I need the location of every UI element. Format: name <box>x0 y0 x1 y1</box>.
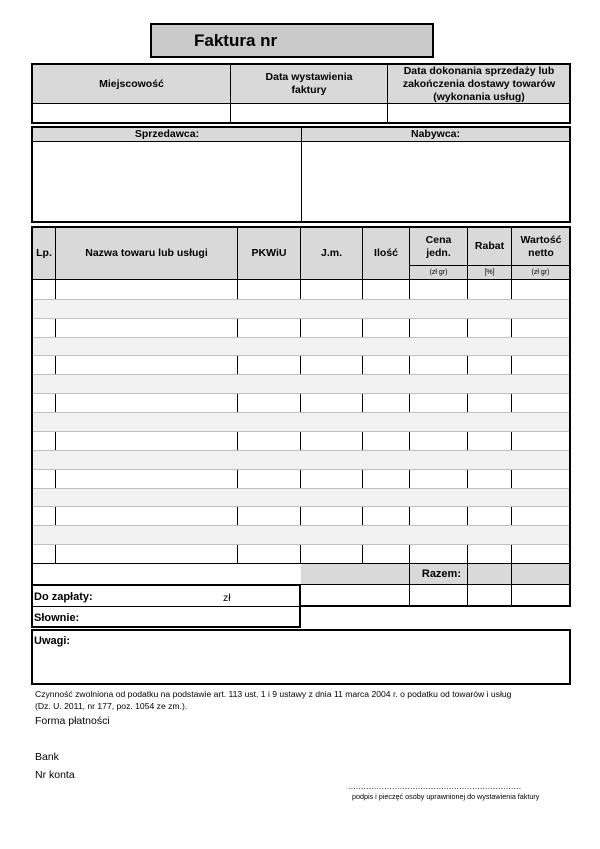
table-row[interactable] <box>33 318 569 337</box>
col-lp: Lp. <box>36 247 52 259</box>
signature-line[interactable]: ................................................................... <box>348 781 522 791</box>
in-words-label: Słownie: <box>34 612 80 624</box>
seller-field[interactable] <box>33 142 301 221</box>
table-row[interactable] <box>33 506 569 525</box>
sale-date-field[interactable] <box>388 104 569 122</box>
buyer-field[interactable] <box>302 142 569 221</box>
col-discount: Rabat <box>474 240 505 252</box>
table-row[interactable] <box>33 469 569 488</box>
parties-table <box>31 126 571 223</box>
table-row[interactable] <box>33 299 569 318</box>
remarks-label: Uwagi: <box>34 635 71 647</box>
sale-date-header: Data dokonania sprzedaży lub zakończenia dostawy towarów (wykonania usług) <box>402 64 556 103</box>
account-label: Nr konta <box>35 769 75 781</box>
signature-caption: podpis i pieczęć osoby uprawnionej do wystawienia faktury <box>352 792 540 801</box>
table-row[interactable] <box>33 525 569 544</box>
invoice-title: Faktura nr <box>150 23 434 58</box>
buyer-header: Nabywca: <box>410 128 461 140</box>
place-header: Miejscowość <box>99 77 164 90</box>
total-discount-field[interactable] <box>468 564 511 584</box>
header-table <box>31 63 571 124</box>
exemption-line1: Czynność zwolniona od podatku na podstawie art. 113 ust. 1 i 9 ustawy z dnia 11 marca 2004 r. o podatku od towarów i usług <box>35 689 512 699</box>
table-row[interactable] <box>33 374 569 393</box>
col-qty: Ilość <box>374 247 398 259</box>
unit-net: (zł gr) <box>531 269 550 276</box>
col-pkwiu: PKWiU <box>251 247 287 259</box>
place-field[interactable] <box>33 104 230 122</box>
in-words-field[interactable] <box>93 607 299 626</box>
col-jm: J.m. <box>320 247 342 259</box>
seller-header: Sprzedawca: <box>134 128 200 140</box>
table-row[interactable] <box>33 412 569 431</box>
table-row[interactable] <box>33 488 569 507</box>
table-row[interactable] <box>33 280 569 299</box>
issue-date-header: Data wystawienia faktury <box>265 71 353 96</box>
item-rows <box>33 280 569 563</box>
items-table <box>31 226 571 607</box>
unit-discount: [%] <box>484 269 495 276</box>
total-label: Razem: <box>421 568 461 580</box>
currency-label: zł <box>223 592 231 604</box>
to-pay-label: Do zapłaty: <box>34 591 93 603</box>
col-net: Wartość netto <box>520 233 562 259</box>
table-row[interactable] <box>33 544 569 563</box>
issue-date-field[interactable] <box>231 104 387 122</box>
payment-form-label: Forma płatności <box>35 715 110 727</box>
table-row[interactable] <box>33 450 569 469</box>
col-name: Nazwa towaru lub usługi <box>85 247 208 259</box>
payment-summary <box>31 584 301 628</box>
bank-label: Bank <box>35 751 59 763</box>
col-price: Cena jedn. <box>425 233 452 259</box>
table-row[interactable] <box>33 355 569 374</box>
table-row[interactable] <box>33 337 569 356</box>
total-net-field[interactable] <box>512 564 569 584</box>
table-row[interactable] <box>33 393 569 412</box>
unit-price: (zł gr) <box>429 269 448 276</box>
to-pay-field[interactable] <box>103 586 218 606</box>
table-row[interactable] <box>33 431 569 450</box>
remarks-box[interactable] <box>31 629 571 685</box>
exemption-line2: (Dz. U. 2011, nr 177, poz. 1054 ze zm.). <box>35 701 188 711</box>
